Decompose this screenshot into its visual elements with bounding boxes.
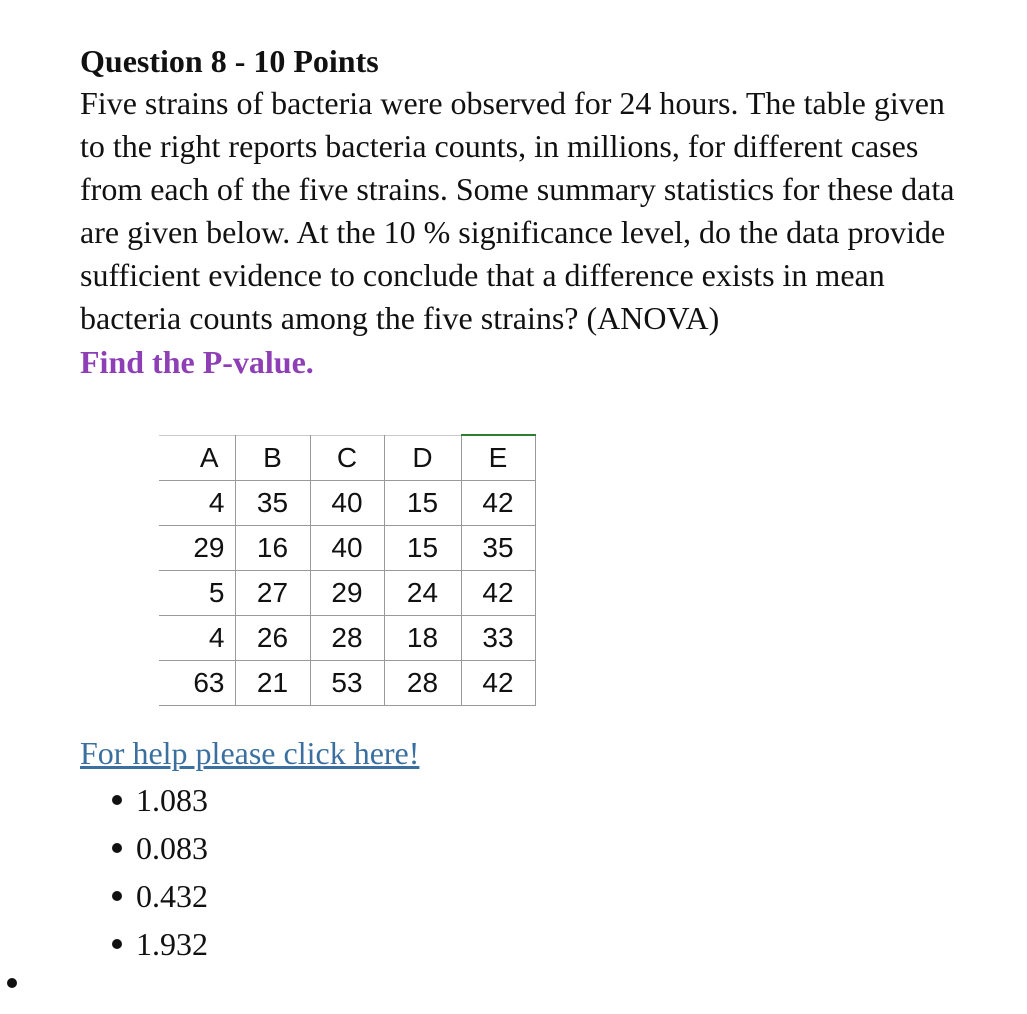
table-cell: 53 — [310, 660, 384, 705]
table-cell: 24 — [384, 570, 461, 615]
question-title: Question 8 - 10 Points — [80, 43, 379, 79]
table-row — [159, 615, 535, 660]
table-header-cell: C — [310, 435, 384, 480]
table-cell: 35 — [461, 525, 535, 570]
table-cell: 42 — [461, 660, 535, 705]
table-header-row — [159, 435, 535, 480]
table-cell: 15 — [384, 480, 461, 525]
table-cell: 28 — [384, 660, 461, 705]
table-cell: 15 — [384, 525, 461, 570]
table-cell: 5 — [159, 570, 235, 615]
table-row — [159, 525, 535, 570]
table-cell: 29 — [310, 570, 384, 615]
answer-option[interactable] — [112, 824, 208, 872]
table-header-cell: A — [159, 435, 235, 480]
table-cell: 40 — [310, 480, 384, 525]
table-cell: 26 — [235, 615, 310, 660]
table-cell: 18 — [384, 615, 461, 660]
question-container — [80, 40, 980, 384]
answer-option-label: 0.432 — [136, 878, 208, 914]
question-body: Five strains of bacteria were observed for 24 hours. The table given to the right reports bacteria counts, in millions, for different cases from each of the five strains. Some summary statistics for these data are given below. At the 10 % significance level, do the data provide sufficient evidence to conclude that a difference exists in mean bacteria counts among the five strains? (ANOVA) — [80, 85, 955, 336]
answer-option[interactable] — [112, 872, 208, 920]
table-cell: 29 — [159, 525, 235, 570]
bullet-icon — [112, 843, 122, 853]
table-row — [159, 660, 535, 705]
table-cell: 63 — [159, 660, 235, 705]
answer-option-label: 0.083 — [136, 830, 208, 866]
table-cell: 42 — [461, 480, 535, 525]
bullet-icon — [112, 795, 122, 805]
bullet-icon — [112, 939, 122, 949]
table-cell: 21 — [235, 660, 310, 705]
table-header-cell: B — [235, 435, 310, 480]
answer-option-label: 1.932 — [136, 926, 208, 962]
answer-option[interactable] — [112, 920, 208, 968]
table-cell: 28 — [310, 615, 384, 660]
table-header-cell: E — [461, 435, 535, 480]
answer-options-list — [112, 776, 208, 968]
table-header-cell: D — [384, 435, 461, 480]
table-cell: 27 — [235, 570, 310, 615]
bullet-icon — [112, 891, 122, 901]
table-row — [159, 570, 535, 615]
bacteria-count-table — [159, 434, 536, 706]
help-link[interactable]: For help please click here! — [80, 735, 420, 771]
table-cell: 33 — [461, 615, 535, 660]
answer-option[interactable] — [112, 776, 208, 824]
table-cell: 4 — [159, 615, 235, 660]
table-cell: 40 — [310, 525, 384, 570]
table-cell: 35 — [235, 480, 310, 525]
answer-option-label: 1.083 — [136, 782, 208, 818]
bullet-icon — [7, 978, 17, 988]
table-row — [159, 480, 535, 525]
table-cell: 4 — [159, 480, 235, 525]
table-cell: 42 — [461, 570, 535, 615]
question-prompt: Find the P-value. — [80, 344, 314, 380]
table-cell: 16 — [235, 525, 310, 570]
